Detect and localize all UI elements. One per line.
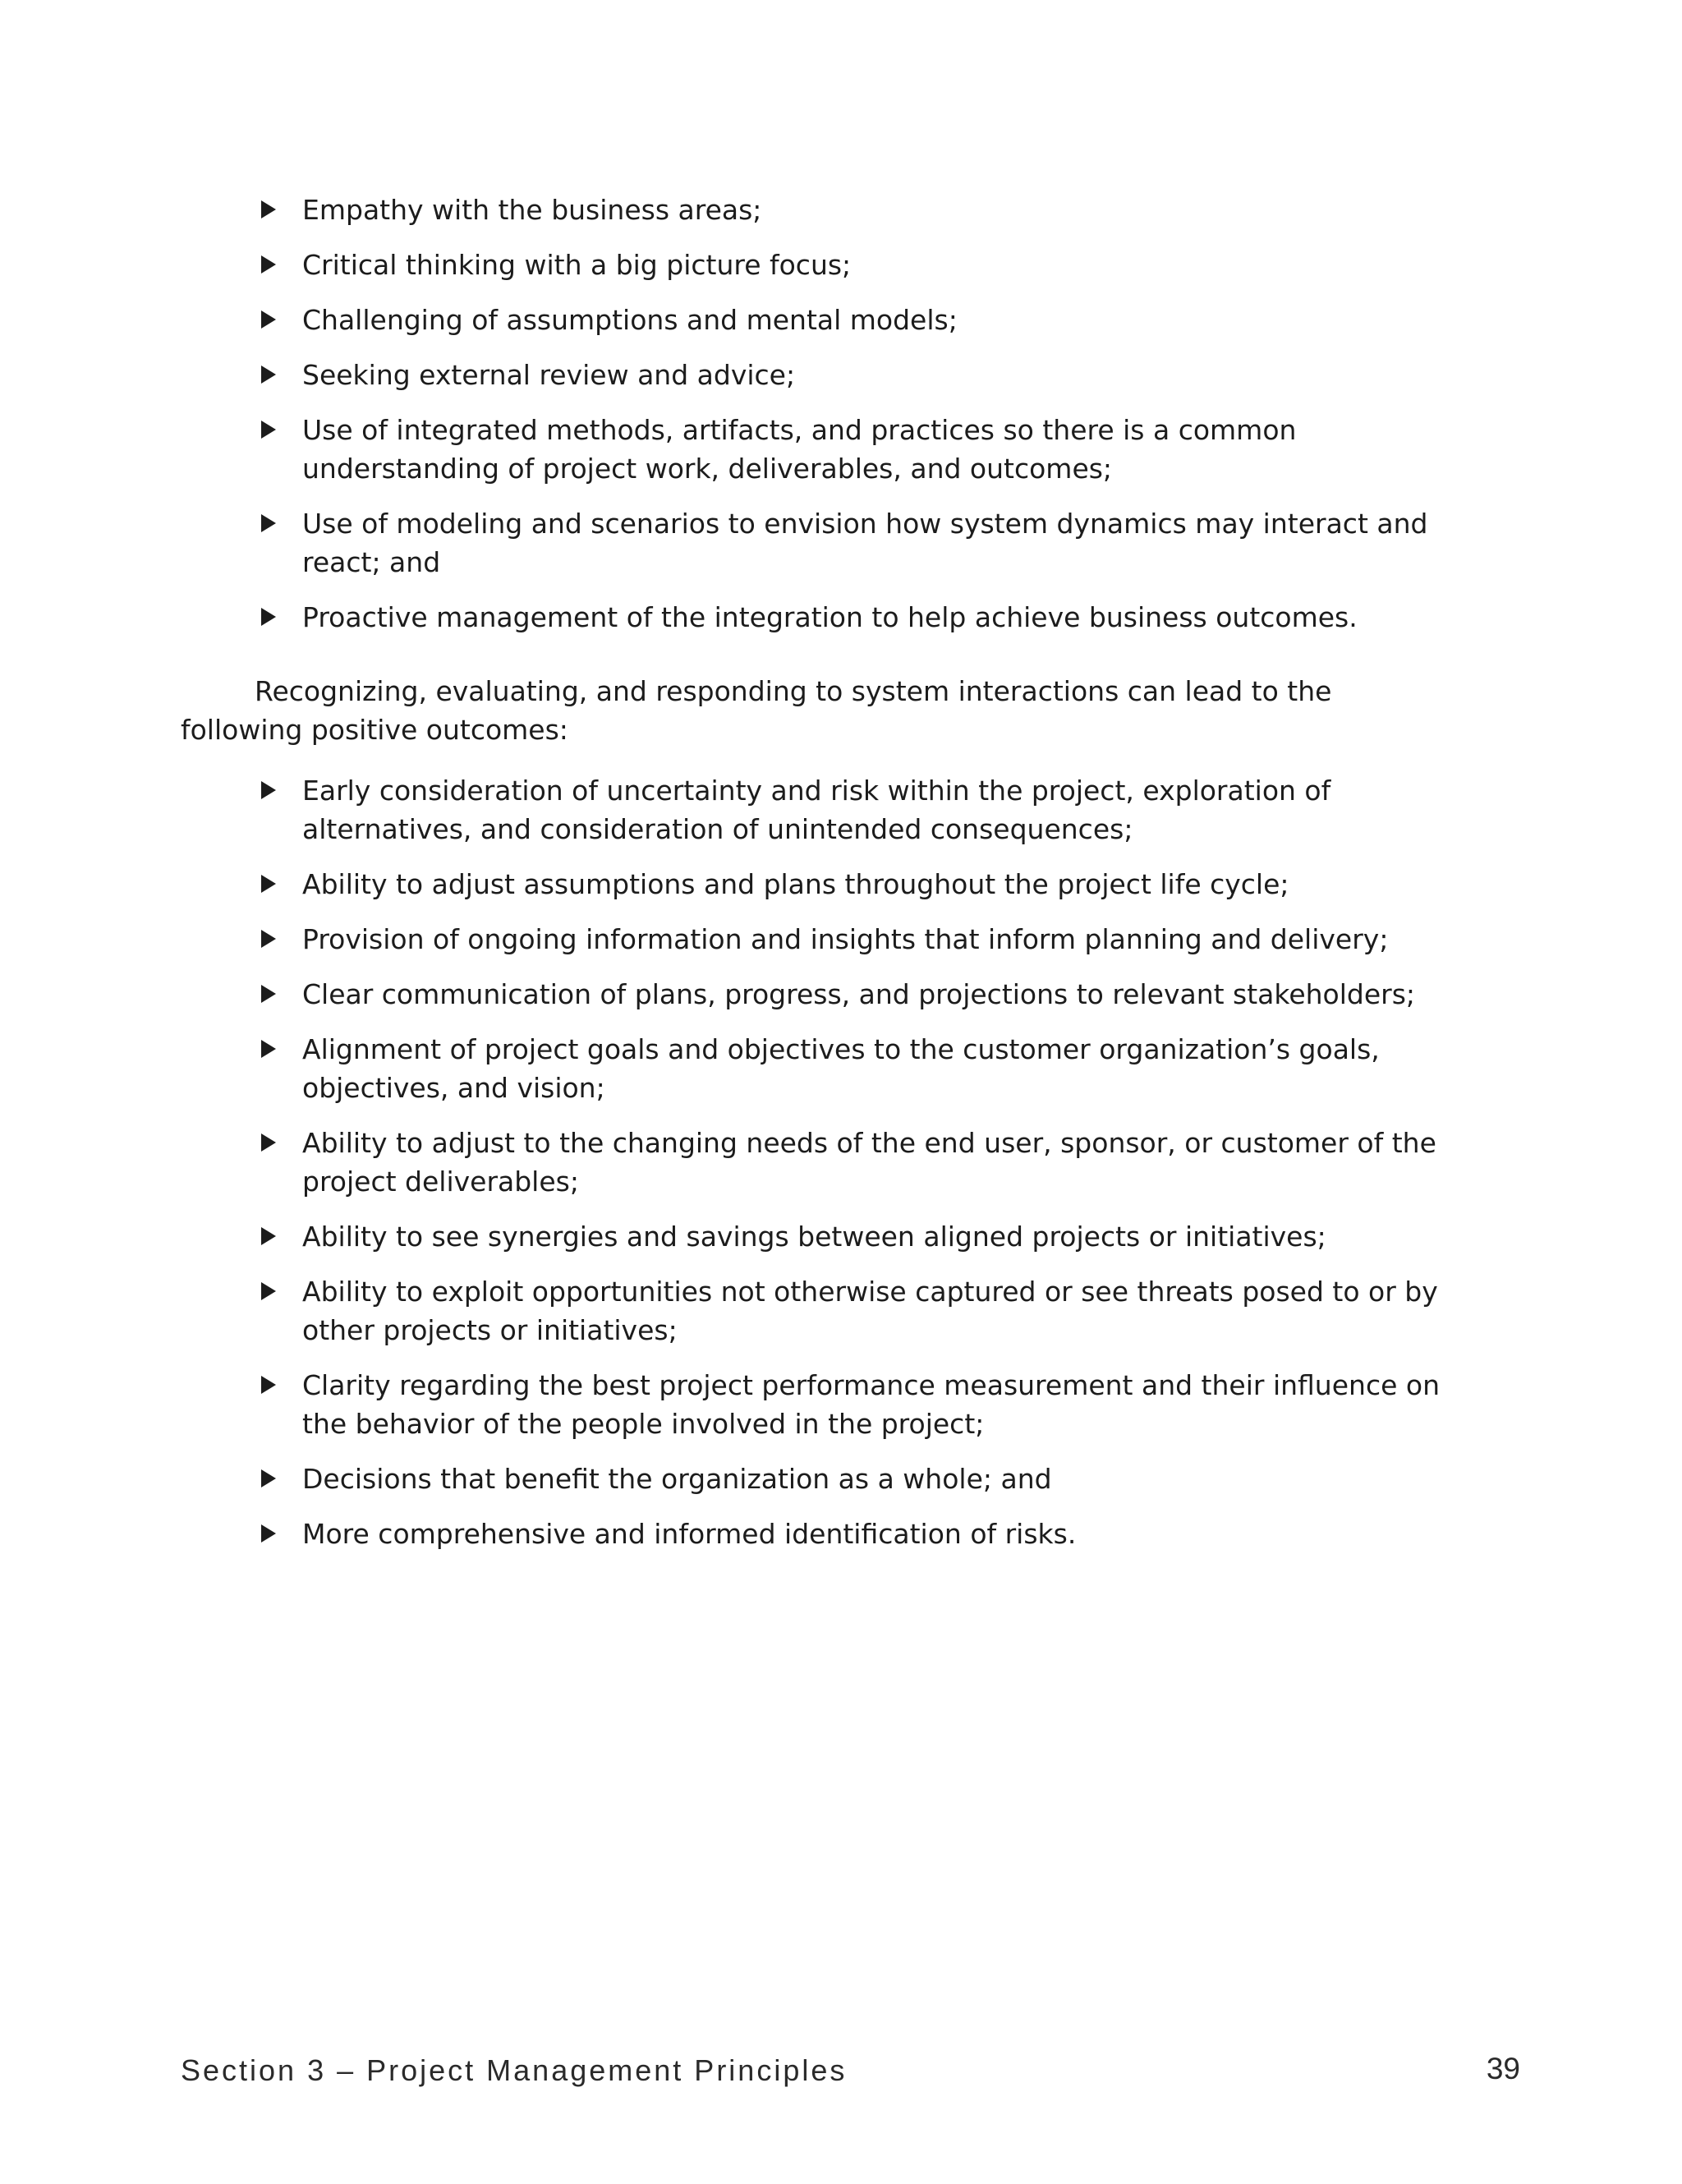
list-item-text: Ability to exploit opportunities not otherwise captured or see threats posed to or by other projects or initiatives; <box>302 1276 1438 1346</box>
list-item-text: Ability to adjust assumptions and plans throughout the project life cycle; <box>302 868 1289 900</box>
triangle-bullet-icon <box>261 781 276 799</box>
triangle-bullet-icon <box>261 985 276 1003</box>
list-item <box>261 920 1460 959</box>
triangle-bullet-icon <box>261 1376 276 1394</box>
list-item-text: Use of integrated methods, artifacts, and practices so there is a common understanding of project work, deliverables, and outcomes; <box>302 414 1297 485</box>
bullet-list-capabilities <box>261 191 1460 653</box>
list-item-text: Clarity regarding the best project performance measurement and their influence on the behavior of the people involved in the project; <box>302 1369 1440 1440</box>
triangle-bullet-icon <box>261 366 276 384</box>
list-item <box>261 301 1460 339</box>
triangle-bullet-icon <box>261 255 276 274</box>
list-item-text: Clear communication of plans, progress, and projections to relevant stakeholders; <box>302 978 1416 1010</box>
list-item-text: Decisions that benefit the organization as a whole; and <box>302 1463 1052 1495</box>
triangle-bullet-icon <box>261 930 276 948</box>
list-item-text: Provision of ongoing information and insights that inform planning and delivery; <box>302 923 1389 955</box>
list-item-text: Seeking external review and advice; <box>302 359 796 391</box>
page-number: 39 <box>1486 2052 1520 2085</box>
list-item <box>261 411 1460 488</box>
triangle-bullet-icon <box>261 1133 276 1152</box>
list-item-text: Alignment of project goals and objectives to the customer organization’s goals, objectives, and vision; <box>302 1033 1380 1104</box>
list-item-text: Proactive management of the integration to help achieve business outcomes. <box>302 601 1358 633</box>
list-item <box>261 1217 1460 1256</box>
list-item <box>261 771 1460 848</box>
list-item <box>261 356 1460 394</box>
list-item <box>261 1366 1460 1443</box>
triangle-bullet-icon <box>261 514 276 532</box>
triangle-bullet-icon <box>261 1282 276 1300</box>
list-item-text: Use of modeling and scenarios to envision how system dynamics may interact and react; and <box>302 508 1428 578</box>
list-item-text: Critical thinking with a big picture focus; <box>302 249 852 281</box>
list-item-text: Empathy with the business areas; <box>302 194 762 226</box>
list-item <box>261 1515 1460 1553</box>
list-item <box>261 1030 1460 1107</box>
list-item <box>261 246 1460 284</box>
triangle-bullet-icon <box>261 200 276 218</box>
list-item <box>261 865 1460 903</box>
list-item <box>261 504 1460 582</box>
list-item-text: Early consideration of uncertainty and risk within the project, exploration of alternatives, and consideration of unintended consequences; <box>302 775 1331 845</box>
list-item <box>261 1124 1460 1201</box>
triangle-bullet-icon <box>261 1524 276 1543</box>
bullet-list-outcomes <box>261 771 1460 1570</box>
intro-paragraph: Recognizing, evaluating, and responding to system interactions can lead to the following positive outcomes: <box>181 675 1332 746</box>
list-item-text: Challenging of assumptions and mental models; <box>302 304 958 336</box>
list-item <box>261 191 1460 229</box>
list-item <box>261 598 1460 637</box>
list-item <box>261 1460 1460 1498</box>
footer-section-title: Section 3 – Project Management Principles <box>181 2053 848 2087</box>
triangle-bullet-icon <box>261 1040 276 1058</box>
triangle-bullet-icon <box>261 875 276 893</box>
triangle-bullet-icon <box>261 310 276 329</box>
triangle-bullet-icon <box>261 421 276 439</box>
triangle-bullet-icon <box>261 1227 276 1245</box>
list-item <box>261 1272 1460 1349</box>
list-item-text: Ability to see synergies and savings between aligned projects or initiatives; <box>302 1221 1326 1253</box>
triangle-bullet-icon <box>261 1469 276 1487</box>
triangle-bullet-icon <box>261 608 276 626</box>
list-item <box>261 975 1460 1014</box>
list-item-text: Ability to adjust to the changing needs of the end user, sponsor, or customer of the project deliverables; <box>302 1127 1436 1198</box>
list-item-text: More comprehensive and informed identification of risks. <box>302 1518 1077 1550</box>
